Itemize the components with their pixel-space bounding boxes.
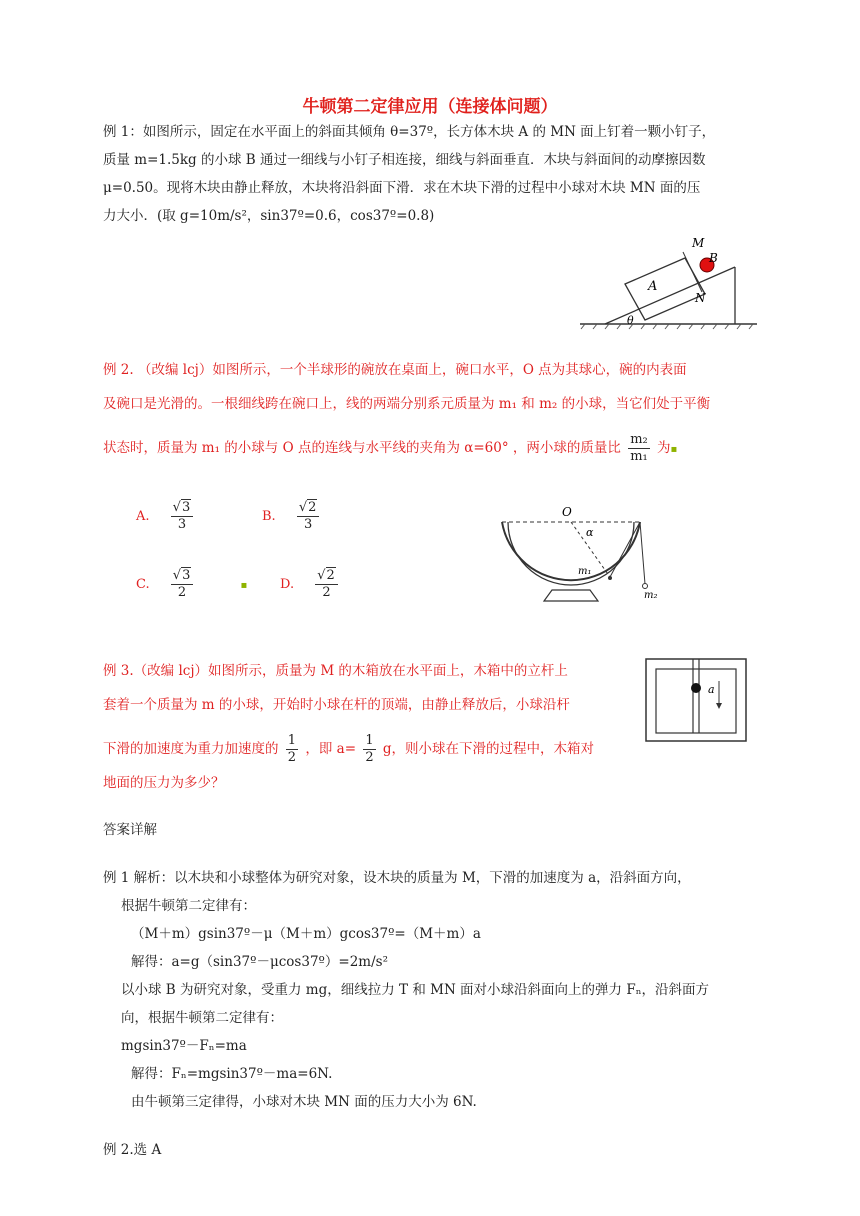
label-alpha: α [586,526,594,539]
page-title: 牛顿第二定律应用（连接体问题） [302,97,558,117]
ans-line10: 例 2.选 A [103,1142,162,1158]
ex3-line1: 例 3.（改编 lcj）如图所示，质量为 M 的木箱放在水平面上，木箱中的立杆上 [103,663,568,679]
half-fraction-2: $\frac{1}{2}$ [365,733,374,765]
label-m2: m₂ [644,590,658,601]
incline-figure [575,232,765,332]
ans-line3: （M＋m）gsin37º－μ（M＋m）gcos37º=（M＋m）a [131,926,481,942]
box-figure [642,655,752,745]
option-a: A. $\frac{√3}{3}$ [136,500,196,533]
label-b: B [709,251,718,265]
ans-line1: 例 1 解析：以木块和小球整体为研究对象，设木块的质量为 M，下滑的加速度为 a，沿斜面方向， [103,870,691,886]
option-d: D. $\frac{√2}{2}$ [280,568,341,601]
option-b: B. $\frac{√2}{3}$ [262,500,322,533]
ex1-line3: μ=0.50。现将木块由静止释放，木块将沿斜面下滑．求在木块下滑的过程中小球对木块 MN 面的压 [103,180,701,196]
bowl-figure [490,502,675,607]
half-fraction-1: $\frac{1}{2}$ [287,733,297,765]
ans-line4: 解得：a=g（sin37º－μcos37º）=2m/s² [131,954,388,970]
ex3-line3: 下滑的加速度为重力加速度的 $\frac{1}{2}$ ，即 a= $\frac{1}{2}$ g，则小球在下滑的过程中，木箱对 [103,733,595,765]
ex2-line3: 状态时，质量为 m₁ 的小球与 O 点的连线与水平线的夹角为 α=60° ，两小球的质量比 $\frac{\text{m₂}}{\text{m₁}}$ 为▪ [103,432,678,464]
ex1-line4: 力大小．(取 g=10m/s²，sin37º=0.6，cos37º=0.8) [103,208,435,224]
label-m: M [692,236,705,250]
example-1 [103,118,803,230]
ex2-line2: 及碗口是光滑的。一根细线跨在碗口上，线的两端分别系元质量为 m₁ 和 m₂ 的小球，当它们处于平衡 [103,396,711,412]
example-3 [103,654,633,800]
ans-line9: 由牛顿第三定律得，小球对木块 MN 面的压力大小为 6N. [131,1094,477,1110]
label-m1: m₁ [578,566,592,577]
label-a: A [648,279,658,294]
ex3-line4: 地面的压力为多少？ [103,775,225,791]
ans-line8: 解得：Fₙ=mgsin37º－ma=6N. [131,1066,333,1082]
example-2 [103,353,803,467]
label-theta: θ [627,314,634,327]
label-o: O [562,505,572,519]
ex1-line2: 质量 m=1.5kg 的小球 B 通过一细线与小钉子相连接，细线与斜面垂直．木块与斜面间的动摩擦因数 [103,152,706,168]
ex1-line1: 例 1：如图所示，固定在水平面上的斜面其倾角 θ=37º，长方体木块 A 的 MN 面上钉着一颗小钉子， [103,124,716,140]
ans-line5: 以小球 B 为研究对象，受重力 mg，细线拉力 T 和 MN 面对小球沿斜面向上的弹力 Fₙ，沿斜面方 [121,982,710,998]
answers-section [103,816,823,1164]
ans-line6: 向，根据牛顿第二定律有： [121,1010,283,1026]
ans-line7: mgsin37º－Fₙ=ma [121,1038,247,1054]
ans-line2: 根据牛顿第二定律有： [121,898,256,914]
label-accel: a [708,683,715,696]
mass-ratio-fraction: $\frac{\text{m₂}}{\text{m₁}}$ [630,432,648,464]
option-c: C. $\frac{√3}{2}$ ▪ [136,568,248,600]
label-n: N [695,291,706,305]
ex3-line2: 套着一个质量为 m 的小球，开始时小球在杆的顶端，由静止释放后，小球沿杆 [103,697,570,713]
ex2-line1: 例 2. （改编 lcj）如图所示，一个半球形的碗放在桌面上，碗口水平，O 点为其球心，碗的内表面 [103,362,687,378]
answers-heading: 答案详解 [103,822,157,838]
